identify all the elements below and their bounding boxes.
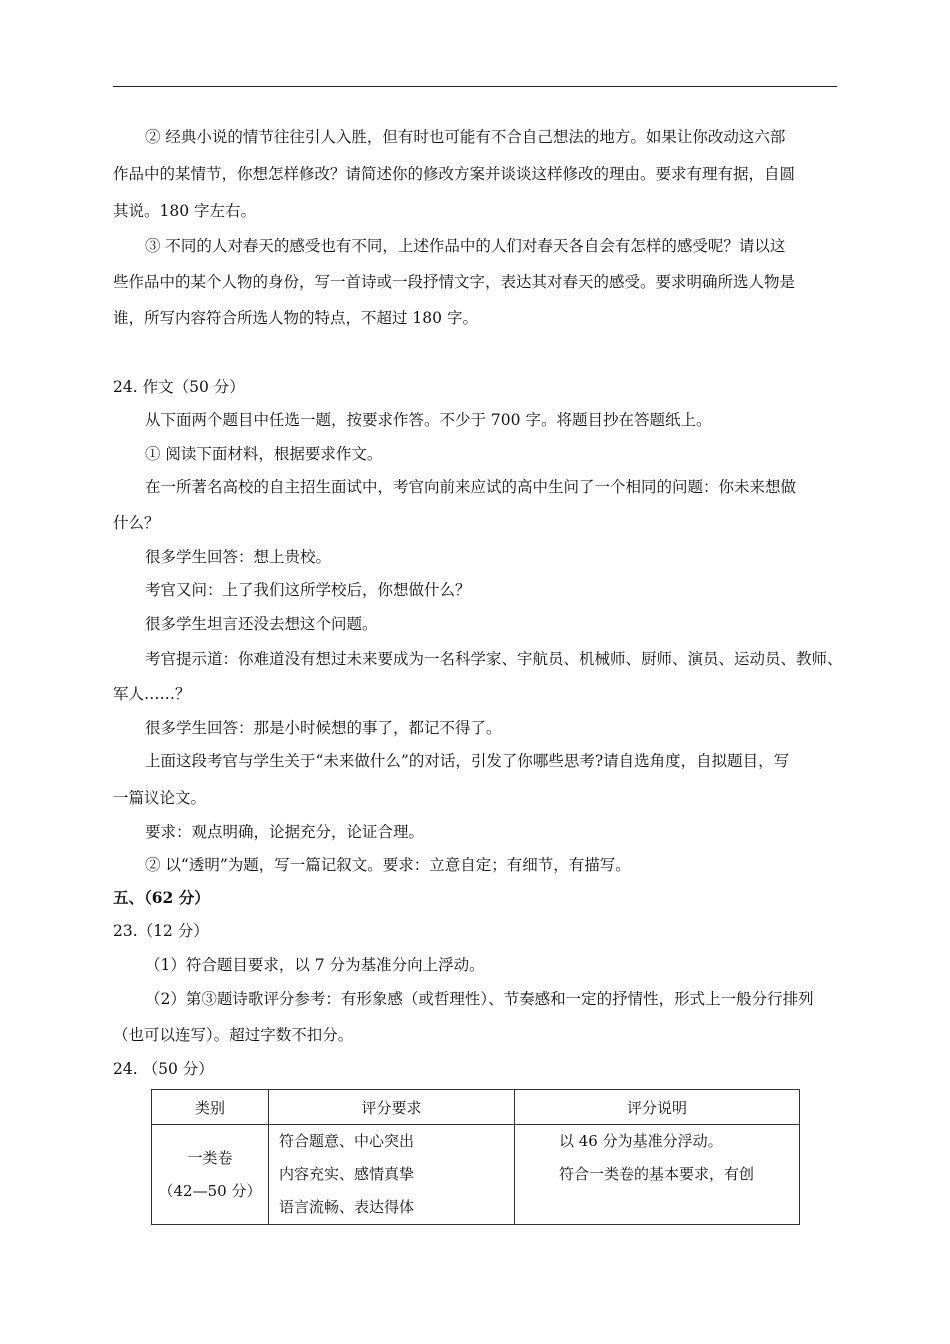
paragraph-line: 很多学生回答：那是小时候想的事了，都记不得了。: [145, 719, 502, 737]
table-header-row: [152, 1090, 800, 1125]
paragraph-line: 考官又问：上了我们这所学校后，你想做什么？: [145, 581, 471, 599]
requirements-cell: [269, 1125, 515, 1225]
paragraph-line: （2）第③题诗歌评分参考：有形象感（或哲理性）、节奏感和一定的抒情性，形式上一般分行排列: [145, 990, 814, 1008]
paragraph-line: ① 阅读下面材料，根据要求作文。: [145, 445, 383, 463]
paragraph-line: （也可以连写）。超过字数不扣分。: [113, 1026, 354, 1044]
answer-24-title: 24. （50 分）: [113, 1060, 214, 1078]
requirement-item: 内容充实、感情真挚: [279, 1165, 415, 1183]
category-label: 一类卷: [187, 1148, 233, 1167]
notes-cell: [515, 1125, 800, 1225]
table-header: 类别: [152, 1090, 269, 1125]
paragraph-line: 很多学生坦言还没去想这个问题。: [145, 615, 378, 633]
section-five-heading: 五、（62 分）: [113, 888, 210, 907]
question-24-title: 24. 作文（50 分）: [113, 378, 245, 396]
table-header: 评分要求: [269, 1090, 515, 1125]
paragraph-line: 从下面两个题目中任选一题，按要求作答。不少于 700 字。将题目抄在答题纸上。: [145, 411, 712, 429]
category-cell: [152, 1125, 269, 1225]
paragraph-line: 考官提示道：你难道没有想过未来要成为一名科学家、宇航员、机械师、厨师、演员、运动员、教师、: [145, 650, 843, 668]
paragraph-line: 一篇议论文。: [113, 789, 207, 807]
paragraph-line: 作品中的某情节，你想怎样修改？请简述你的修改方案并谈谈这样修改的理由。要求有理有据，自圆: [113, 165, 796, 183]
paragraph-line: ② 经典小说的情节往往引人入胜，但有时也可能有不合自己想法的地方。如果让你改动这六部: [145, 128, 786, 146]
table-header: 评分说明: [515, 1090, 800, 1125]
paragraph-line: 谁，所写内容符合所选人物的特点，不超过 180 字。: [113, 309, 478, 327]
requirement-item: 语言流畅、表达得体: [279, 1198, 415, 1216]
paragraph-line: 要求：观点明确，论据充分，论证合理。: [145, 823, 425, 841]
requirement-item: 符合题意、中心突出: [279, 1132, 415, 1150]
note-item: 以 46 分为基准分浮动。: [559, 1132, 723, 1150]
grading-table: [151, 1089, 800, 1225]
paragraph-line: 其说。180 字左右。: [113, 202, 257, 220]
paragraph-line: 什么？: [113, 514, 160, 532]
header-rule: [113, 86, 837, 87]
paragraph-line: 很多学生回答：想上贵校。: [145, 548, 332, 566]
note-item: 符合一类卷的基本要求，有创: [559, 1165, 755, 1183]
paragraph-line: ③ 不同的人对春天的感受也有不同，上述作品中的人们对春天各自会有怎样的感受呢？请以这: [145, 237, 786, 255]
paragraph-line: 军人……？: [113, 685, 191, 703]
answer-23-title: 23.（12 分）: [113, 922, 209, 940]
paragraph-line: 上面这段考官与学生关于“未来做什么”的对话，引发了你哪些思考?请自选角度，自拟题目，写: [145, 752, 790, 770]
score-range: （42—50 分）: [158, 1181, 262, 1200]
table-row: [152, 1125, 800, 1225]
paragraph-line: （1）符合题目要求，以 7 分为基准分向上浮动。: [145, 956, 485, 974]
paragraph-line: 在一所著名高校的自主招生面试中，考官向前来应试的高中生问了一个相同的问题：你未来想做: [145, 478, 797, 496]
paragraph-line: 些作品中的某个人物的身份，写一首诗或一段抒情文字，表达其对春天的感受。要求明确所选人物是: [113, 273, 796, 291]
paragraph-line: ② 以“透明”为题，写一篇记叙文。要求：立意自定；有细节，有描写。: [145, 856, 631, 874]
